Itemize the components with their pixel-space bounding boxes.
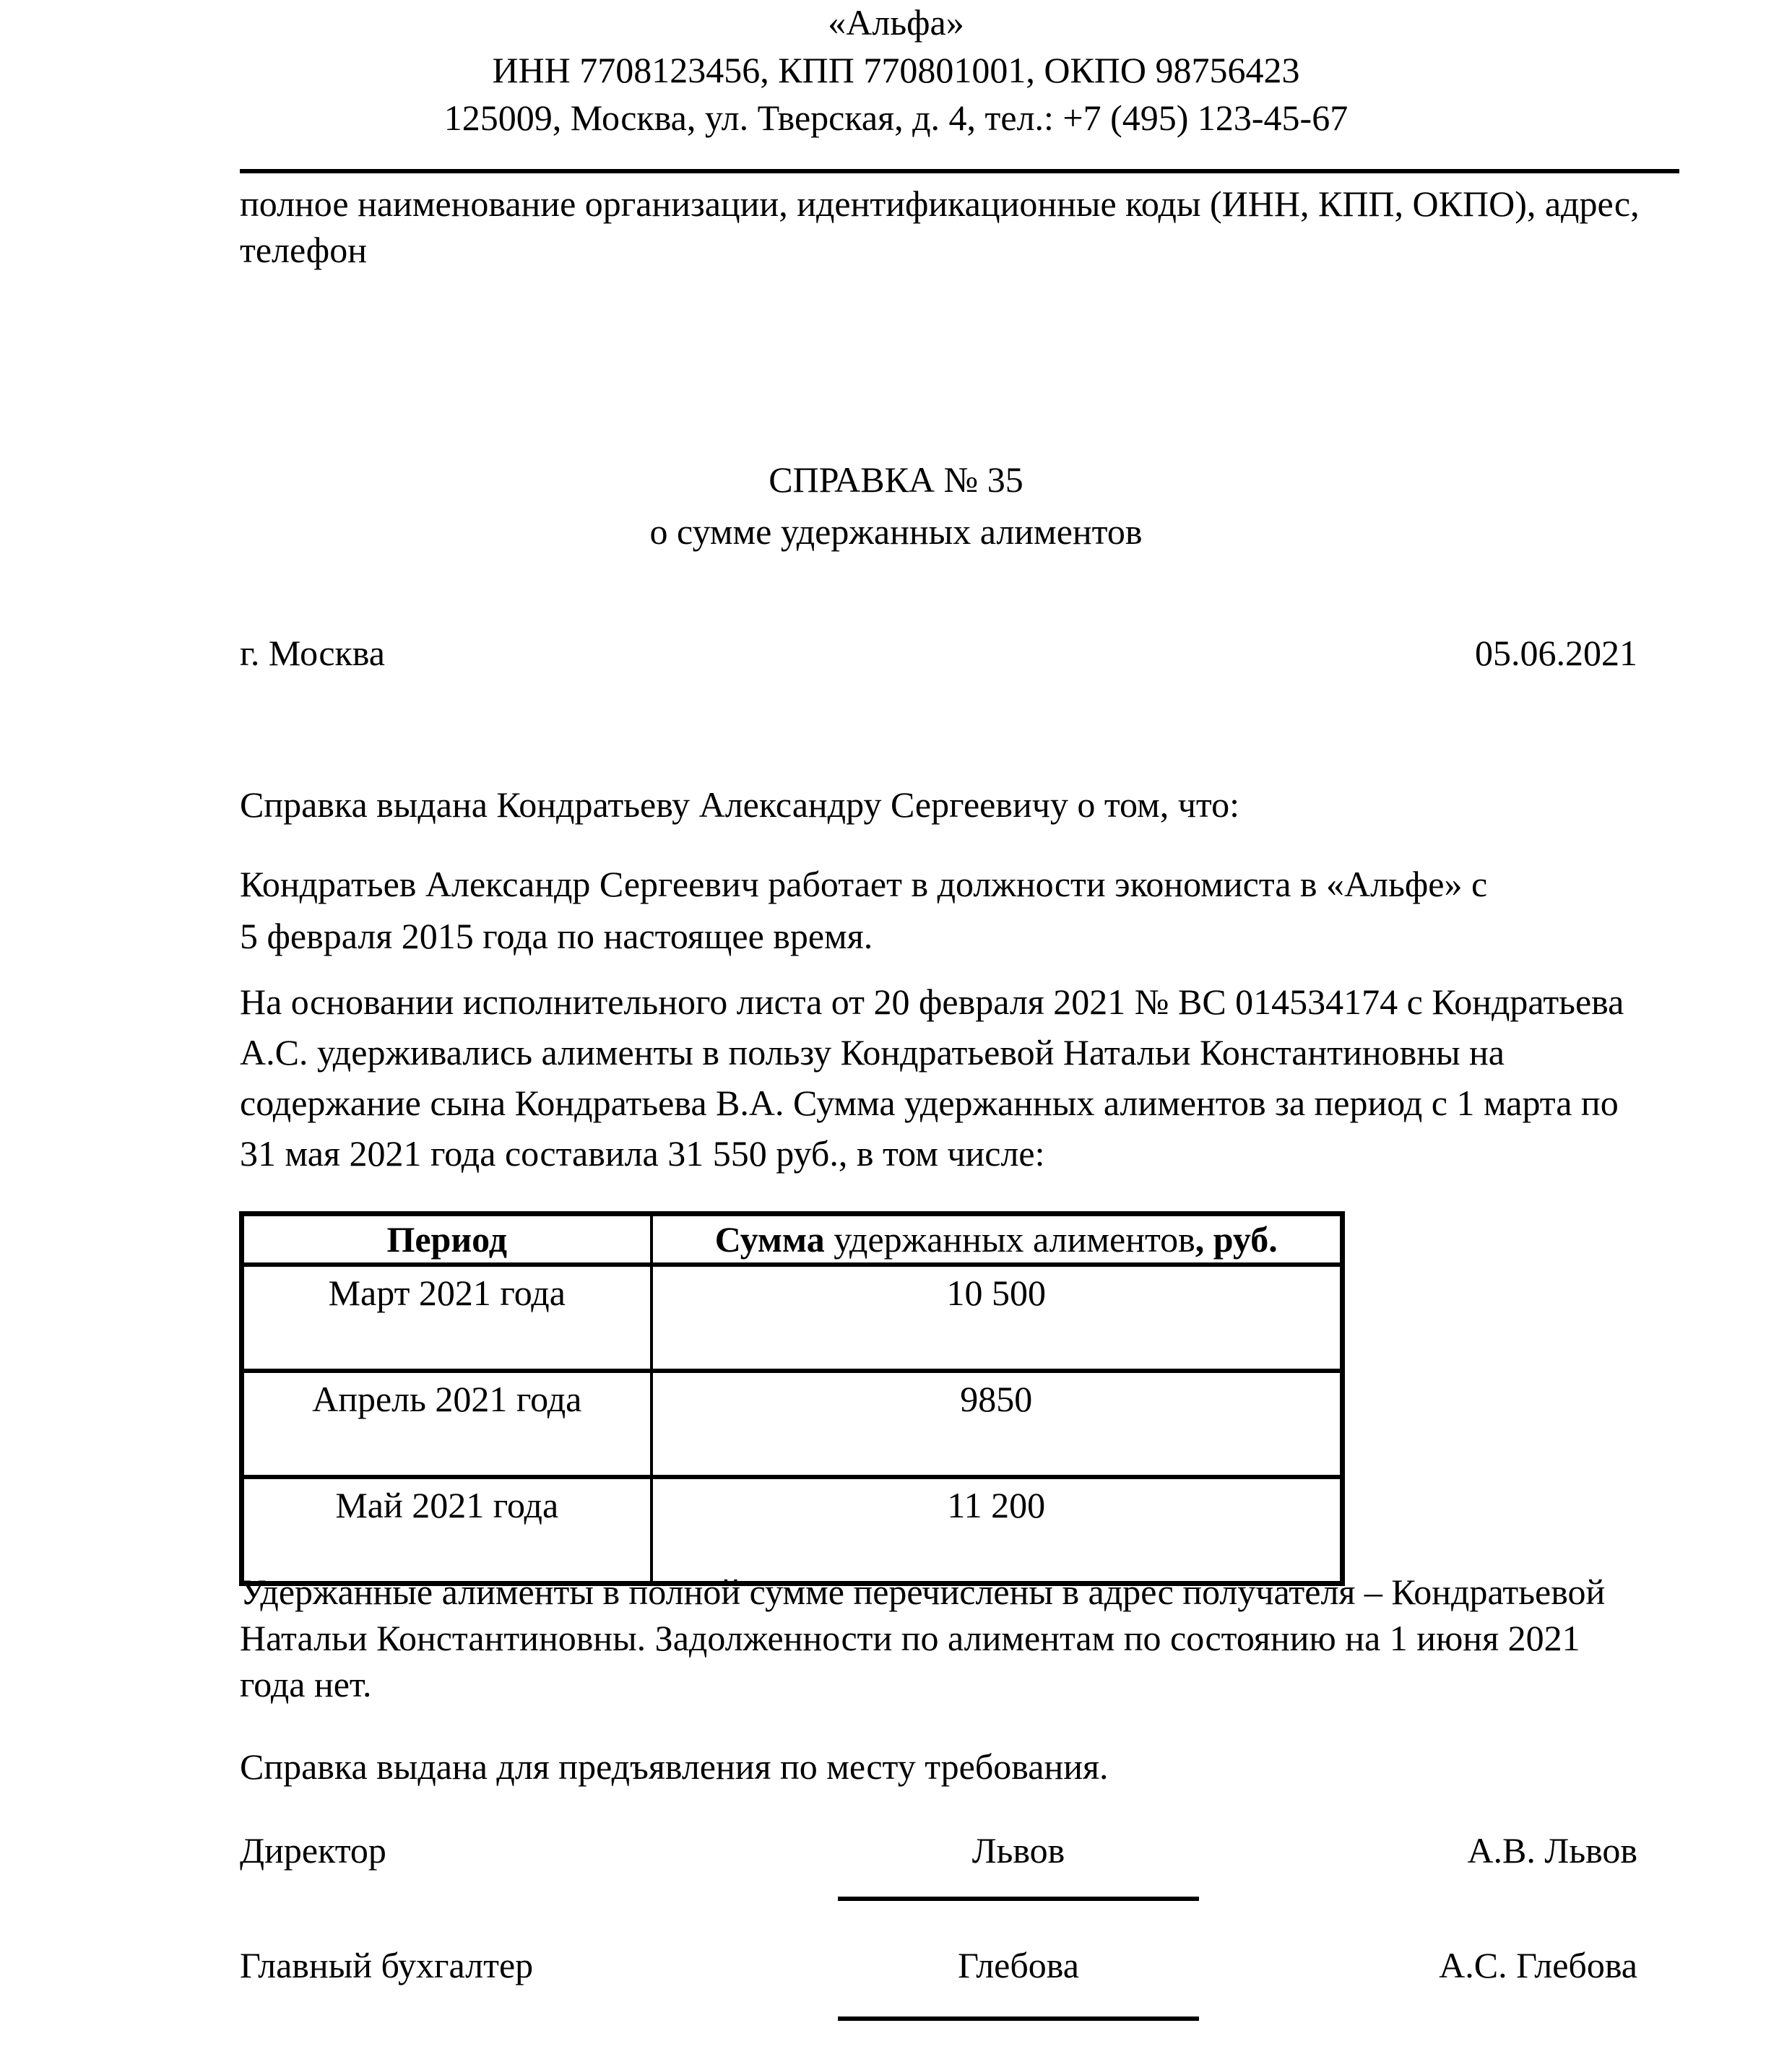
org-header [0, 0, 1792, 142]
doc-title: СПРАВКА № 35 [769, 459, 1023, 500]
signature-row-accountant [0, 1939, 1792, 1991]
signature-handwriting: Глебова [958, 1945, 1079, 1985]
paragraph-line: года нет. [240, 1664, 372, 1704]
paragraph-line: Удержанные алименты в полной сумме перечислены в адрес получателя – Кондратьевой [240, 1572, 1606, 1612]
paragraph-line: 31 мая 2021 года составила 31 550 руб., в том числе: [240, 1133, 1045, 1174]
signature-handwriting: Львов [971, 1830, 1065, 1871]
place-label: г. Москва [240, 633, 385, 673]
paragraph-line: А.С. удерживались алименты в пользу Кондратьевой Натальи Константиновны на [240, 1032, 1505, 1073]
amount-cell: 11 200 [652, 1477, 1343, 1584]
table-row [242, 1477, 1343, 1584]
table-header-amount [652, 1214, 1343, 1265]
period-cell: Май 2021 года [242, 1477, 652, 1584]
place-date-row [240, 627, 1637, 679]
table-header-amount-regular: удержанных алиментов [824, 1219, 1195, 1260]
title-block [0, 454, 1792, 558]
org-codes: ИНН 7708123456, КПП 770801001, ОКПО 98756423 [492, 50, 1300, 90]
signature-fullname: А.В. Львов [1467, 1830, 1637, 1871]
table-header-amount-unit: , руб. [1195, 1219, 1278, 1260]
org-name: «Альфа» [828, 2, 964, 43]
signature-line [838, 2016, 1199, 2021]
period-cell: Апрель 2021 года [242, 1371, 652, 1477]
paragraph-purpose [240, 1741, 1699, 1793]
doc-subtitle: о сумме удержанных алиментов [649, 511, 1143, 552]
alimony-table [239, 1211, 1345, 1586]
paragraph-line: Справка выдана Кондратьеву Александру Сергеевичу о том, что: [240, 784, 1239, 825]
amount-cell: 10 500 [652, 1265, 1343, 1371]
paragraph-line: Натальи Константиновны. Задолженности по алиментам по состоянию на 1 июня 2021 [240, 1618, 1580, 1658]
table-header-amount-bold: Сумма [714, 1219, 825, 1260]
paragraph-line: содержание сына Кондратьева В.А. Сумма удержанных алиментов за период с 1 марта по [240, 1083, 1619, 1123]
table-row [242, 1265, 1343, 1371]
header-divider [240, 169, 1679, 173]
signature-fullname: А.С. Глебова [1439, 1945, 1637, 1985]
org-caption-line: телефон [240, 230, 367, 270]
amount-cell: 9850 [652, 1371, 1343, 1477]
table-header-period: Период [242, 1214, 652, 1265]
paragraph-writ-details [240, 976, 1699, 1179]
paragraph-line: 5 февраля 2015 года по настоящее время. [240, 916, 873, 956]
signature-title: Главный бухгалтер [240, 1945, 534, 1985]
org-address: 125009, Москва, ул. Тверская, д. 4, тел.: +7 (495) 123-45-67 [443, 98, 1349, 138]
paragraph-transfer [240, 1569, 1699, 1707]
table-row [242, 1371, 1343, 1477]
org-caption [240, 181, 1684, 273]
paragraph-line: На основании исполнительного листа от 20 февраля 2021 № ВС 014534174 с Кондратьева [240, 982, 1624, 1022]
paragraph-line: Кондратьев Александр Сергеевич работает в должности экономиста в «Альфе» с [240, 864, 1488, 904]
paragraph-line: Справка выдана для предъявления по месту требования. [240, 1746, 1109, 1787]
paragraph-employment [240, 858, 1699, 962]
signature-title: Директор [240, 1830, 386, 1871]
signature-line [838, 1897, 1199, 1901]
period-cell: Март 2021 года [242, 1265, 652, 1371]
org-caption-line: полное наименование организации, идентификационные коды (ИНН, КПП, ОКПО), адрес, [240, 183, 1640, 224]
table-header-row [242, 1214, 1343, 1265]
date-label: 05.06.2021 [1475, 633, 1637, 673]
paragraph-issued-to [240, 779, 1699, 831]
signature-row-director [0, 1824, 1792, 1876]
